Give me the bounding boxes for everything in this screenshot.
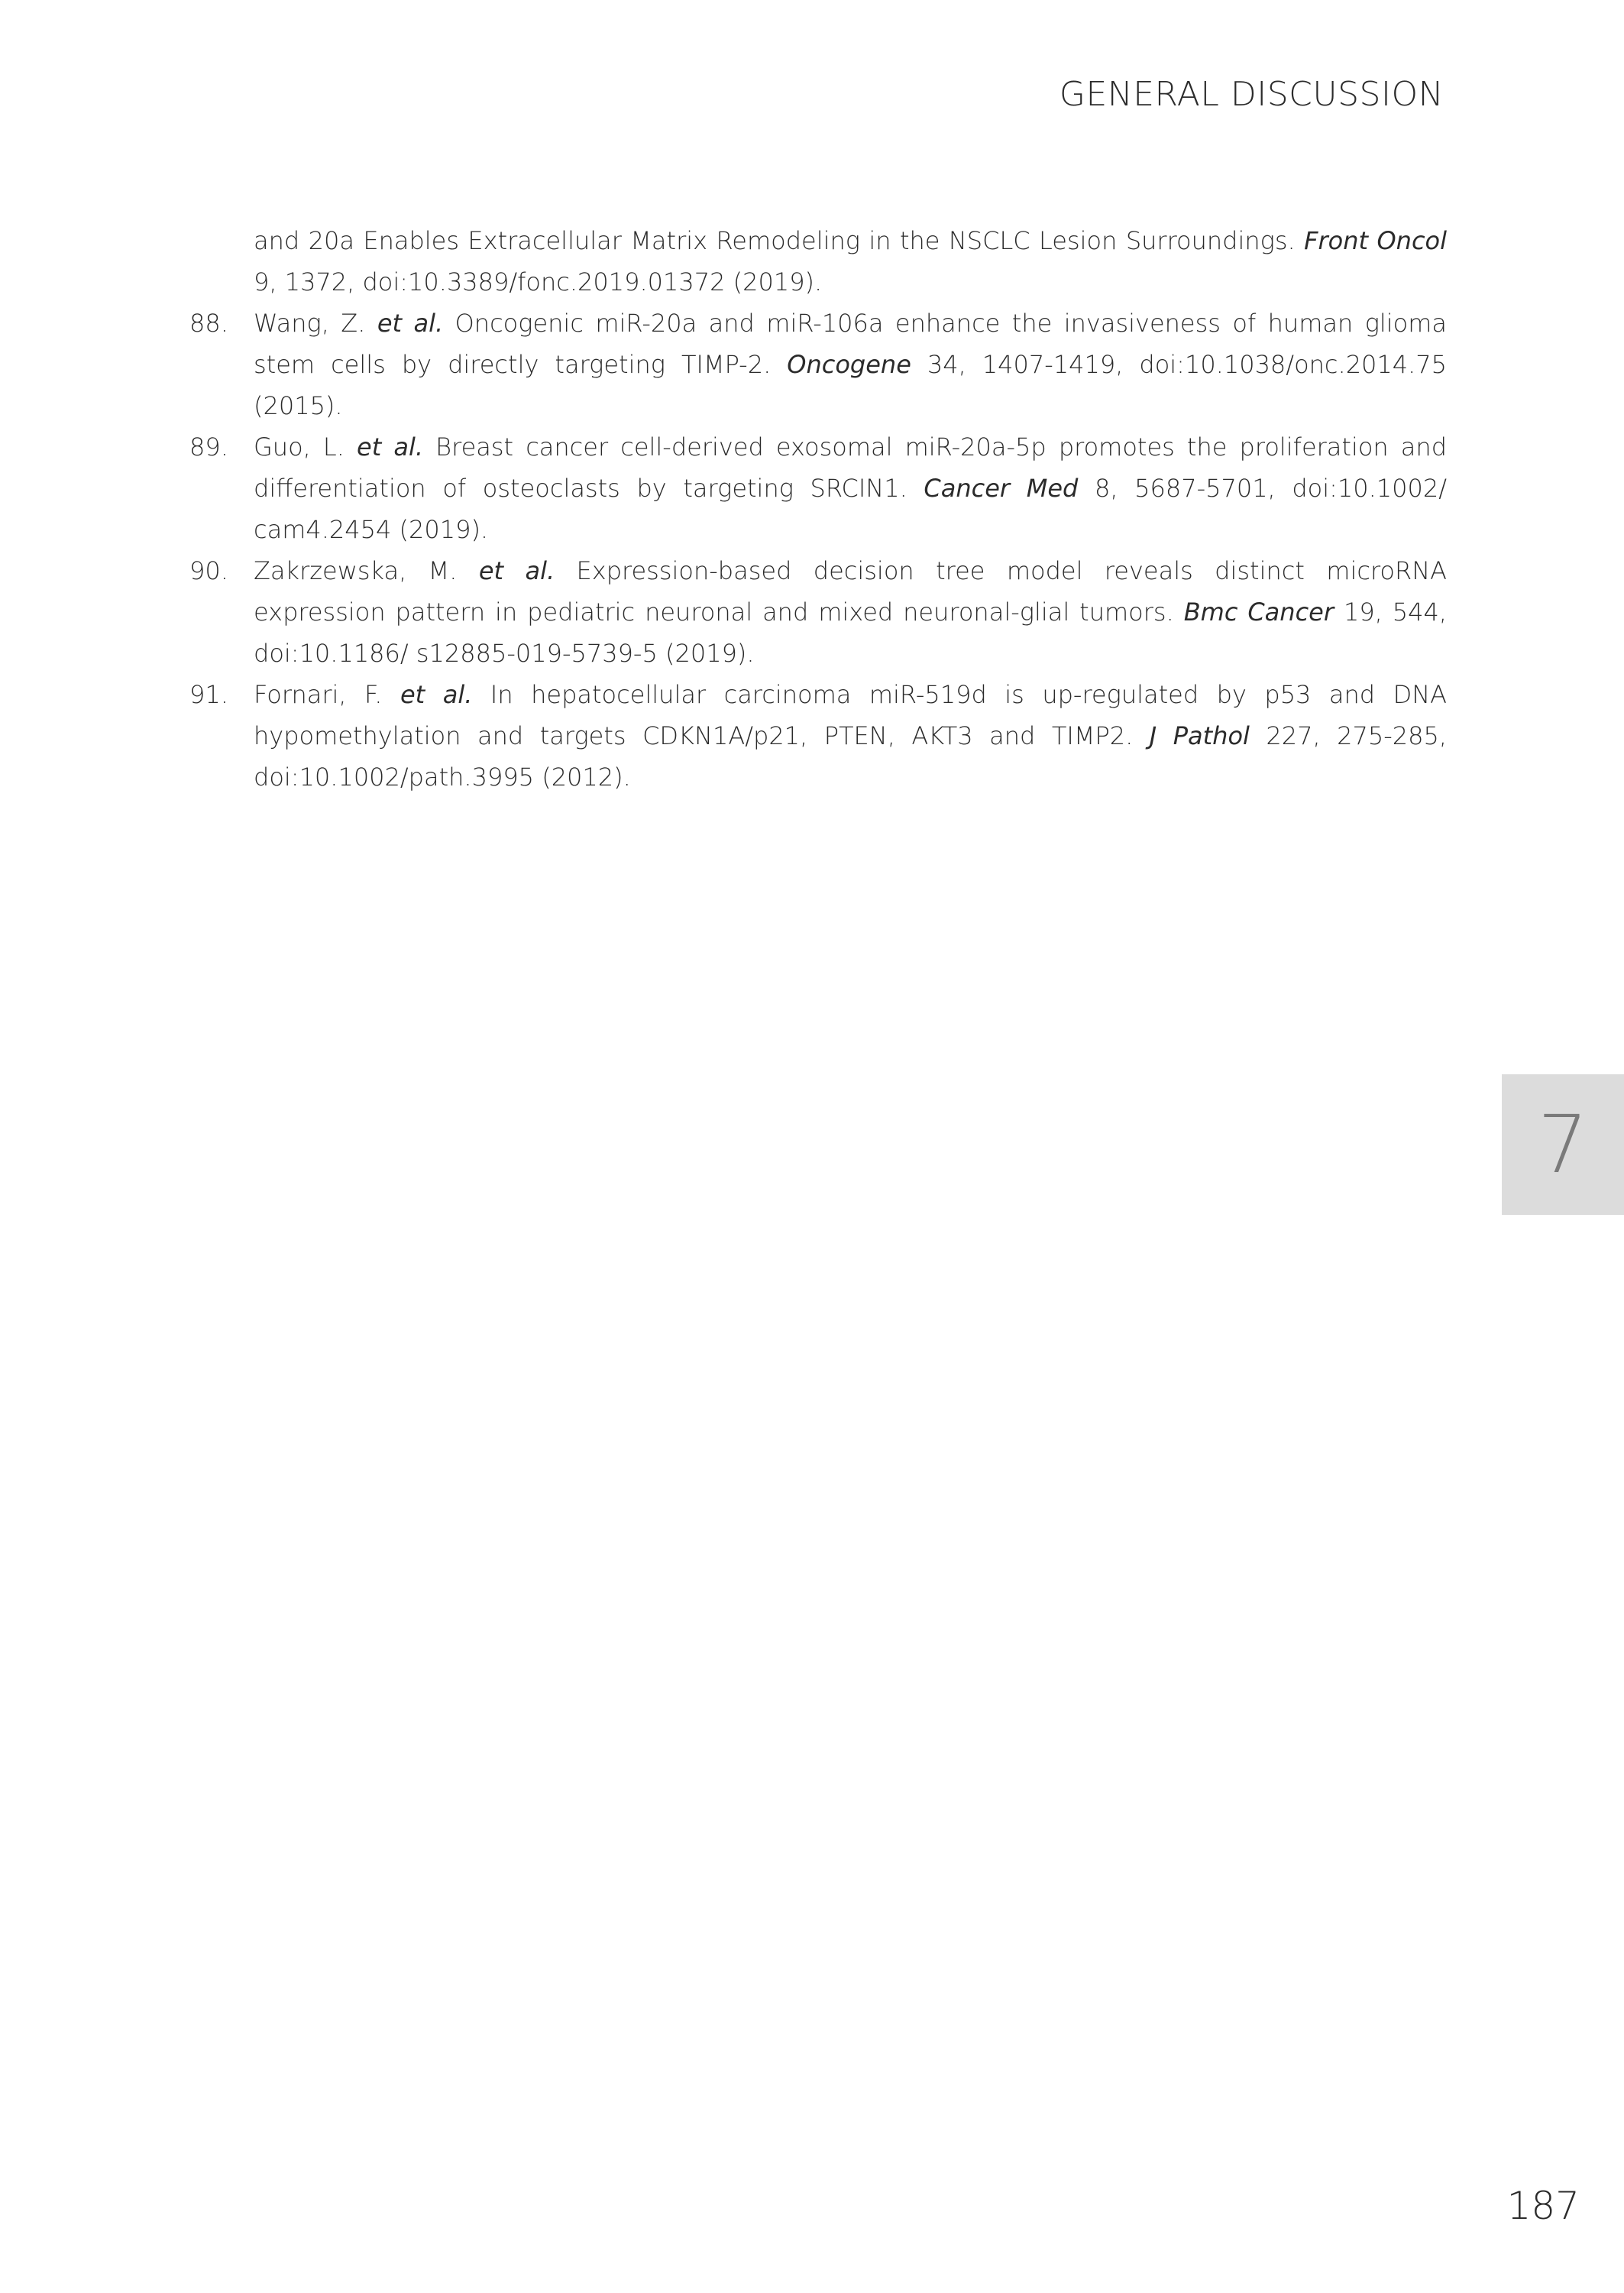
page-number: 187: [1506, 2184, 1580, 2228]
reference-list: [189, 220, 1447, 798]
reference-title: In hepatocellular carcinoma miR-519d is up-regulated by p53 and DNA hypomethylation and targets CDKN1A/p21, PTEN, AKT3 and TIMP2.: [254, 680, 1448, 750]
chapter-number: 7: [1537, 1098, 1589, 1191]
reference-item: [189, 426, 1447, 550]
reference-journal: Oncogene: [787, 350, 911, 379]
reference-authors: Guo, L.: [254, 432, 345, 462]
reference-etal: et al.: [400, 680, 473, 709]
reference-item: [189, 220, 1447, 303]
reference-etal: et al.: [377, 309, 444, 338]
running-head: GENERAL DISCUSSION: [1059, 75, 1444, 114]
reference-item: [189, 303, 1447, 426]
reference-title: Breast cancer cell-derived exosomal miR-20a-5p promotes the proliferation and differentiation of osteoclasts by targeting SRCIN1.: [254, 432, 1448, 503]
reference-authors: Wang, Z.: [254, 309, 366, 338]
reference-etal: et al.: [357, 432, 424, 462]
reference-details: 8, 5687-5701, doi:10.1002/ cam4.2454 (2019).: [254, 474, 1448, 544]
chapter-tab: [1502, 1074, 1624, 1215]
reference-authors: Fornari, F.: [254, 680, 383, 709]
reference-item: [189, 674, 1447, 798]
reference-number: 89.: [189, 432, 228, 462]
reference-details: 34, 1407-1419, doi:10.1038/onc.2014.75 (2015).: [254, 350, 1448, 420]
reference-journal: Front Oncol: [1304, 226, 1447, 255]
reference-details: 9, 1372, doi:10.3389/fonc.2019.01372 (2019).: [254, 267, 823, 296]
reference-journal: Bmc Cancer: [1183, 598, 1334, 627]
reference-number: 88.: [189, 309, 228, 338]
reference-item: [189, 550, 1447, 674]
reference-etal: et al.: [478, 556, 555, 585]
reference-details: 19, 544, doi:10.1186/ s12885-019-5739-5 (2019).: [254, 598, 1448, 668]
reference-details: 227, 275-285, doi:10.1002/path.3995 (2012).: [254, 721, 1448, 792]
reference-number: 91.: [189, 680, 228, 709]
reference-authors: Zakrzewska, M.: [254, 556, 458, 585]
reference-title: Expression-based decision tree model reveals distinct microRNA expression pattern in pediatric neuronal and mixed neuronal-glial tumors.: [254, 556, 1448, 627]
reference-journal: J Pathol: [1149, 721, 1250, 750]
reference-authors: and 20a Enables Extracellular Matrix Remodeling in the NSCLC Lesion Surroundings.: [254, 226, 1296, 255]
reference-number: 90.: [189, 556, 228, 585]
reference-journal: Cancer Med: [924, 474, 1079, 503]
reference-title: Oncogenic miR-20a and miR-106a enhance the invasiveness of human glioma stem cells by directly targeting TIMP-2.: [254, 309, 1448, 379]
